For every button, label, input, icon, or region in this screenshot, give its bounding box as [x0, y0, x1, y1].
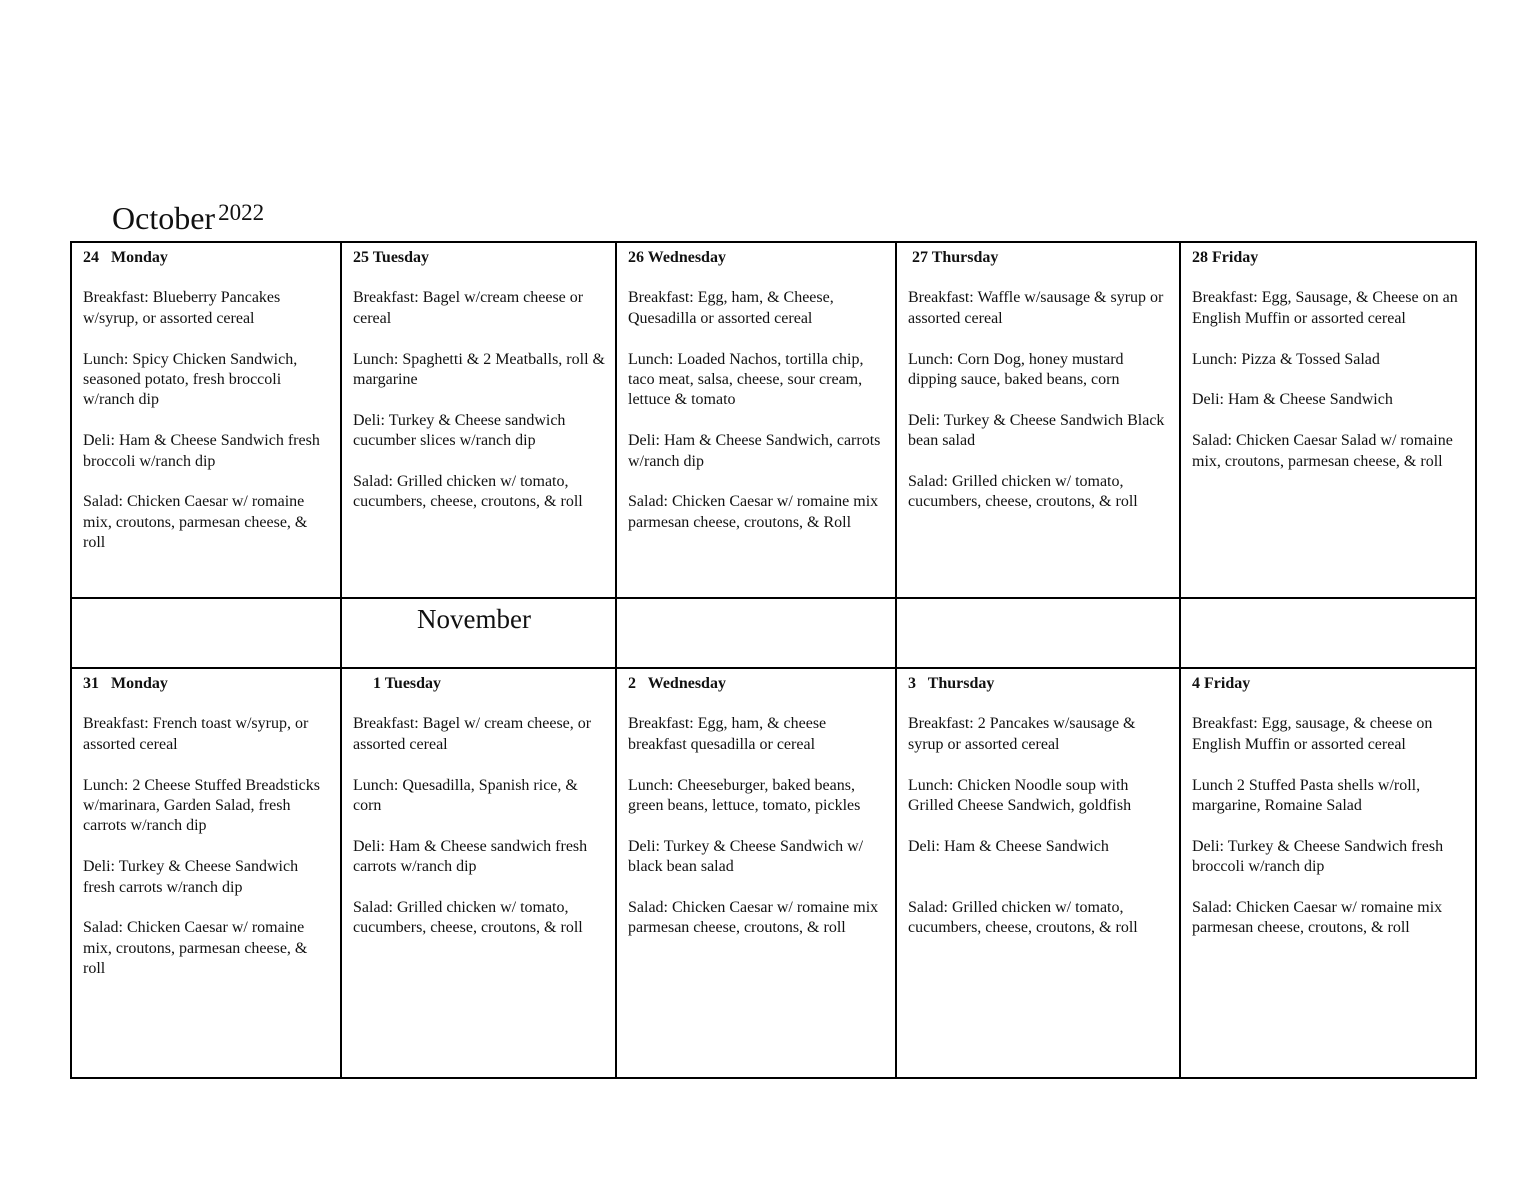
breakfast-entry: Breakfast: Waffle w/sausage & syrup or assorted cereal: [908, 289, 1164, 327]
salad-entry: Salad: Chicken Caesar w/ romaine mix parmesan cheese, croutons, & roll: [1192, 899, 1443, 937]
day-cell: [341, 242, 616, 598]
deli-entry: Deli: Turkey & Cheese sandwich cucumber slices w/ranch dip: [353, 411, 566, 450]
title-month: October: [112, 200, 216, 236]
day-cell: [71, 242, 341, 598]
lunch-entry: Lunch 2 Stuffed Pasta shells w/roll, margarine, Romaine Salad: [1192, 776, 1421, 815]
day-cell: [71, 668, 341, 1078]
title-year: 2022: [218, 200, 265, 225]
breakfast-entry: Breakfast: Bagel w/ cream cheese, or assorted cereal: [353, 715, 592, 753]
lunch-entry: Lunch: Loaded Nachos, tortilla chip, taco meat, salsa, cheese, sour cream, lettuce & tomato: [628, 350, 864, 409]
salad-entry: Salad: Chicken Caesar w/ romaine mix parmesan cheese, croutons, & roll: [628, 899, 879, 937]
salad-entry: Salad: Chicken Caesar w/ romaine mix, croutons, parmesan cheese, & roll: [83, 493, 308, 552]
lunch-entry: Lunch: Corn Dog, honey mustard dipping sauce, baked beans, corn: [908, 350, 1124, 389]
day-heading: 26 Wednesday: [628, 249, 726, 266]
day-heading: 1 Tuesday: [353, 675, 442, 692]
day-cell: [896, 668, 1180, 1078]
day-cell: [616, 668, 896, 1078]
day-heading: 4 Friday: [1192, 675, 1251, 692]
lunch-entry: Lunch: Cheeseburger, baked beans, green beans, lettuce, tomato, pickles: [628, 776, 861, 815]
day-heading: 25 Tuesday: [353, 249, 430, 266]
breakfast-entry: Breakfast: 2 Pancakes w/sausage & syrup or assorted cereal: [908, 715, 1136, 753]
salad-entry: Salad: Chicken Caesar w/ romaine mix, croutons, parmesan cheese, & roll: [83, 919, 308, 978]
day-heading: 2 Wednesday: [628, 675, 726, 692]
deli-entry: Deli: Ham & Cheese sandwich fresh carrots w/ranch dip: [353, 837, 588, 876]
day-heading: 28 Friday: [1192, 249, 1259, 266]
lunch-entry: Lunch: Spicy Chicken Sandwich, seasoned potato, fresh broccoli w/ranch dip: [83, 350, 298, 409]
separator-month: November: [417, 604, 531, 634]
salad-entry: Salad: Grilled chicken w/ tomato, cucumbers, cheese, croutons, & roll: [353, 473, 583, 511]
breakfast-entry: Breakfast: Egg, ham, & Cheese, Quesadilla or assorted cereal: [628, 289, 834, 327]
day-heading: 3 Thursday: [908, 675, 995, 692]
separator-cell: [896, 598, 1180, 668]
separator-cell: [71, 598, 341, 668]
lunch-entry: Lunch: Chicken Noodle soup with Grilled Cheese Sandwich, goldfish: [908, 776, 1132, 815]
calendar-title: [112, 200, 264, 237]
deli-entry: Deli: Ham & Cheese Sandwich: [908, 837, 1109, 855]
breakfast-entry: Breakfast: Blueberry Pancakes w/syrup, or assorted cereal: [83, 289, 281, 327]
month-separator-row: [71, 598, 1476, 668]
day-cell: [1180, 668, 1476, 1078]
lunch-entry: Lunch: Quesadilla, Spanish rice, & corn: [353, 776, 578, 815]
day-heading: 27 Thursday: [908, 249, 999, 266]
breakfast-entry: Breakfast: French toast w/syrup, or assorted cereal: [83, 715, 309, 753]
deli-entry: Deli: Ham & Cheese Sandwich fresh broccoli w/ranch dip: [83, 432, 320, 470]
separator-cell: [1180, 598, 1476, 668]
day-cell: [341, 668, 616, 1078]
breakfast-entry: Breakfast: Egg, ham, & cheese breakfast quesadilla or cereal: [628, 715, 827, 753]
day-heading: 31 Monday: [83, 675, 168, 692]
salad-entry: Salad: Grilled chicken w/ tomato, cucumbers, cheese, croutons, & roll: [908, 899, 1138, 937]
salad-entry: Salad: Chicken Caesar w/ romaine mix parmesan cheese, croutons, & Roll: [628, 493, 879, 531]
deli-entry: Deli: Ham & Cheese Sandwich: [1192, 391, 1393, 409]
day-cell: [616, 242, 896, 598]
deli-entry: Deli: Ham & Cheese Sandwich, carrots w/ranch dip: [628, 432, 881, 470]
deli-entry: Deli: Turkey & Cheese Sandwich Black bean salad: [908, 411, 1165, 450]
breakfast-entry: Breakfast: Egg, sausage, & cheese on English Muffin or assorted cereal: [1192, 715, 1433, 753]
breakfast-entry: Breakfast: Egg, Sausage, & Cheese on an English Muffin or assorted cereal: [1192, 289, 1458, 327]
deli-entry: Deli: Turkey & Cheese Sandwich fresh broccoli w/ranch dip: [1192, 837, 1444, 876]
day-heading: 24 Monday: [83, 249, 168, 266]
lunch-entry: Lunch: 2 Cheese Stuffed Breadsticks w/marinara, Garden Salad, fresh carrots w/ranch dip: [83, 776, 320, 835]
separator-cell: [341, 598, 616, 668]
day-cell: [1180, 242, 1476, 598]
day-cell: [896, 242, 1180, 598]
week-row: [71, 242, 1476, 598]
lunch-entry: Lunch: Pizza & Tossed Salad: [1192, 350, 1380, 368]
menu-calendar-table: [70, 241, 1477, 1079]
salad-entry: Salad: Grilled chicken w/ tomato, cucumbers, cheese, croutons, & roll: [353, 899, 583, 937]
deli-entry: Deli: Turkey & Cheese Sandwich fresh carrots w/ranch dip: [83, 858, 299, 896]
separator-cell: [616, 598, 896, 668]
deli-entry: Deli: Turkey & Cheese Sandwich w/ black bean salad: [628, 837, 864, 876]
lunch-entry: Lunch: Spaghetti & 2 Meatballs, roll & margarine: [353, 350, 605, 389]
salad-entry: Salad: Chicken Caesar Salad w/ romaine mix, croutons, parmesan cheese, & roll: [1192, 432, 1453, 470]
salad-entry: Salad: Grilled chicken w/ tomato, cucumbers, cheese, croutons, & roll: [908, 473, 1138, 511]
breakfast-entry: Breakfast: Bagel w/cream cheese or cereal: [353, 289, 584, 327]
week-row: [71, 668, 1476, 1078]
